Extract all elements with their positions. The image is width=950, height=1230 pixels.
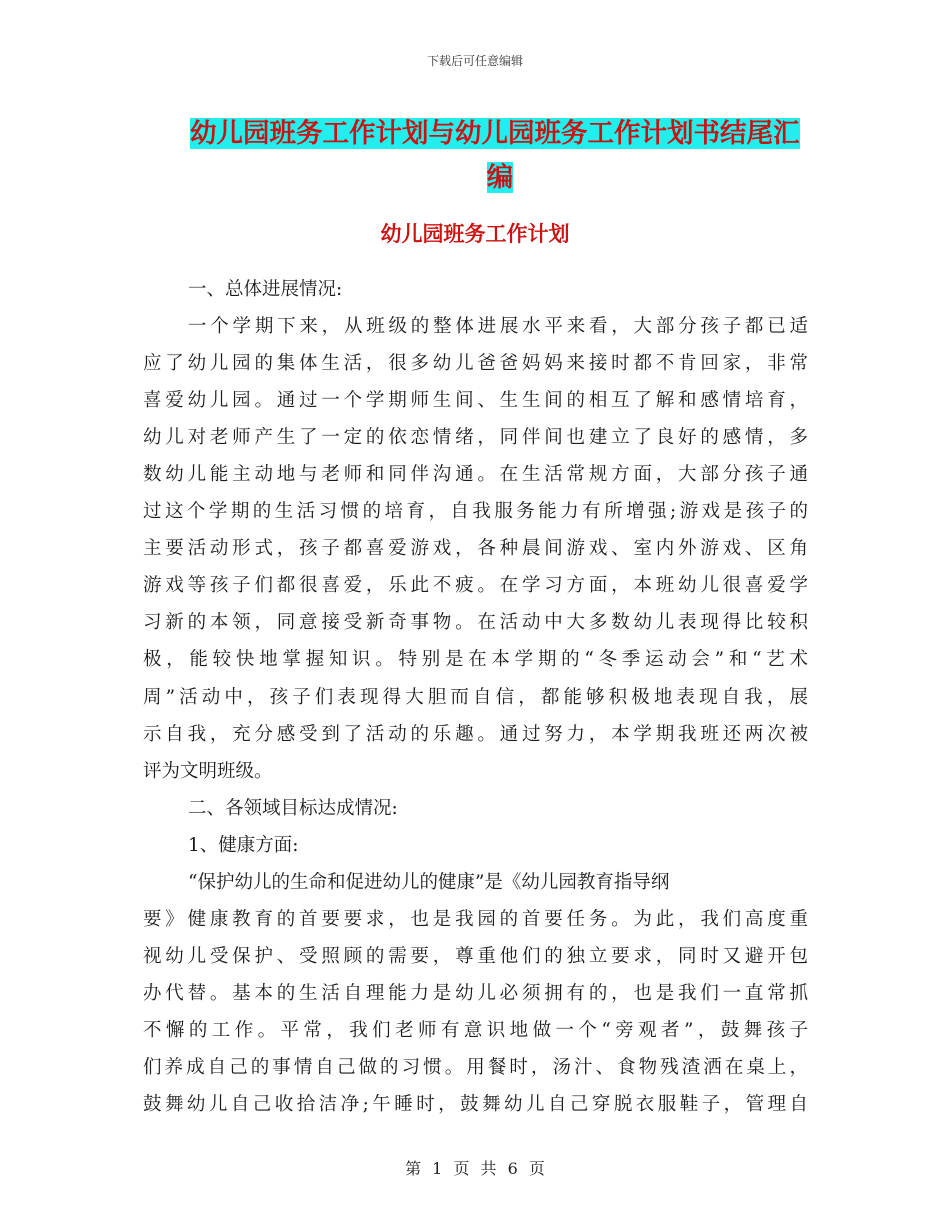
- paragraph-line: 数幼儿能主动地与老师和同伴沟通。在生活常规方面，大部分孩子通: [143, 464, 808, 486]
- page-footer: 第 1 页 共 6 页: [405, 1159, 545, 1178]
- body-text: [143, 271, 808, 1123]
- paragraph-line: 评为文明班级。: [143, 760, 273, 782]
- paragraph-line: 办代替。基本的生活自理能力是幼儿必须拥有的，也是我们一直常抓: [143, 982, 808, 1004]
- paragraph-line: 主要活动形式，孩子都喜爱游戏，各种晨间游戏、室内外游戏、区角: [143, 538, 808, 560]
- paragraph-line: 周”活动中，孩子们表现得大胆而自信，都能够积极地表现自我，展: [143, 686, 808, 708]
- document-title-line2: 编: [486, 162, 514, 193]
- paragraph-line: 示自我，充分感受到了活动的乐趣。通过努力，本学期我班还两次被: [143, 723, 808, 745]
- paragraph-line: 要》健康教育的首要要求，也是我园的首要任务。为此，我们高度重: [143, 908, 808, 930]
- paragraph-line: 幼儿对老师产生了一定的依恋情绪，同伴间也建立了良好的感情，多: [143, 427, 808, 449]
- paragraph-line: 游戏等孩子们都很喜爱，乐此不疲。在学习方面，本班幼儿很喜爱学: [143, 575, 808, 597]
- paragraph-line: 不懈的工作。平常，我们老师有意识地做一个“旁观者”，鼓舞孩子: [143, 1019, 808, 1041]
- paragraph-line: 喜爱幼儿园。通过一个学期师生间、生生间的相互了解和感情培育，: [143, 390, 808, 412]
- heading-domain-goals: 二、各领域目标达成情况:: [188, 797, 398, 819]
- paragraph-line: 习新的本领，同意接受新奇事物。在活动中大多数幼儿表现得比较积: [143, 612, 808, 634]
- paragraph-line: “保护幼儿的生命和促进幼儿的健康”是《幼儿园教育指导纲: [188, 871, 670, 893]
- header-note: 下载后可任意编辑: [426, 54, 523, 68]
- paragraph-line: 视幼儿受保护、受照顾的需要，尊重他们的独立要求，同时又避开包: [143, 945, 808, 967]
- section-title: 幼儿园班务工作计划: [380, 222, 570, 246]
- paragraph-line: 应了幼儿园的集体生活，很多幼儿爸爸妈妈来接时都不肯回家，非常: [143, 353, 808, 375]
- heading-overall-progress: 一、总体进展情况:: [188, 279, 343, 300]
- paragraph-line: 极，能较快地掌握知识。特别是在本学期的“冬季运动会”和“艺术: [143, 649, 808, 671]
- paragraph-line: 一个学期下来，从班级的整体进展水平来看，大部分孩子都已适: [188, 316, 808, 338]
- document-title-line1: 幼儿园班务工作计划与幼儿园班务工作计划书结尾汇: [190, 118, 800, 149]
- paragraph-line: 鼓舞幼儿自己收拾洁净;午睡时，鼓舞幼儿自己穿脱衣服鞋子，管理自: [143, 1094, 808, 1116]
- heading-health: 1、健康方面:: [188, 834, 299, 856]
- paragraph-line: 过这个学期的生活习惯的培育，自我服务能力有所增强;游戏是孩子的: [143, 501, 808, 523]
- document-title: [190, 112, 810, 200]
- paragraph-line: 们养成自己的事情自己做的习惯。用餐时，汤汁、食物残渣洒在桌上，: [143, 1056, 808, 1078]
